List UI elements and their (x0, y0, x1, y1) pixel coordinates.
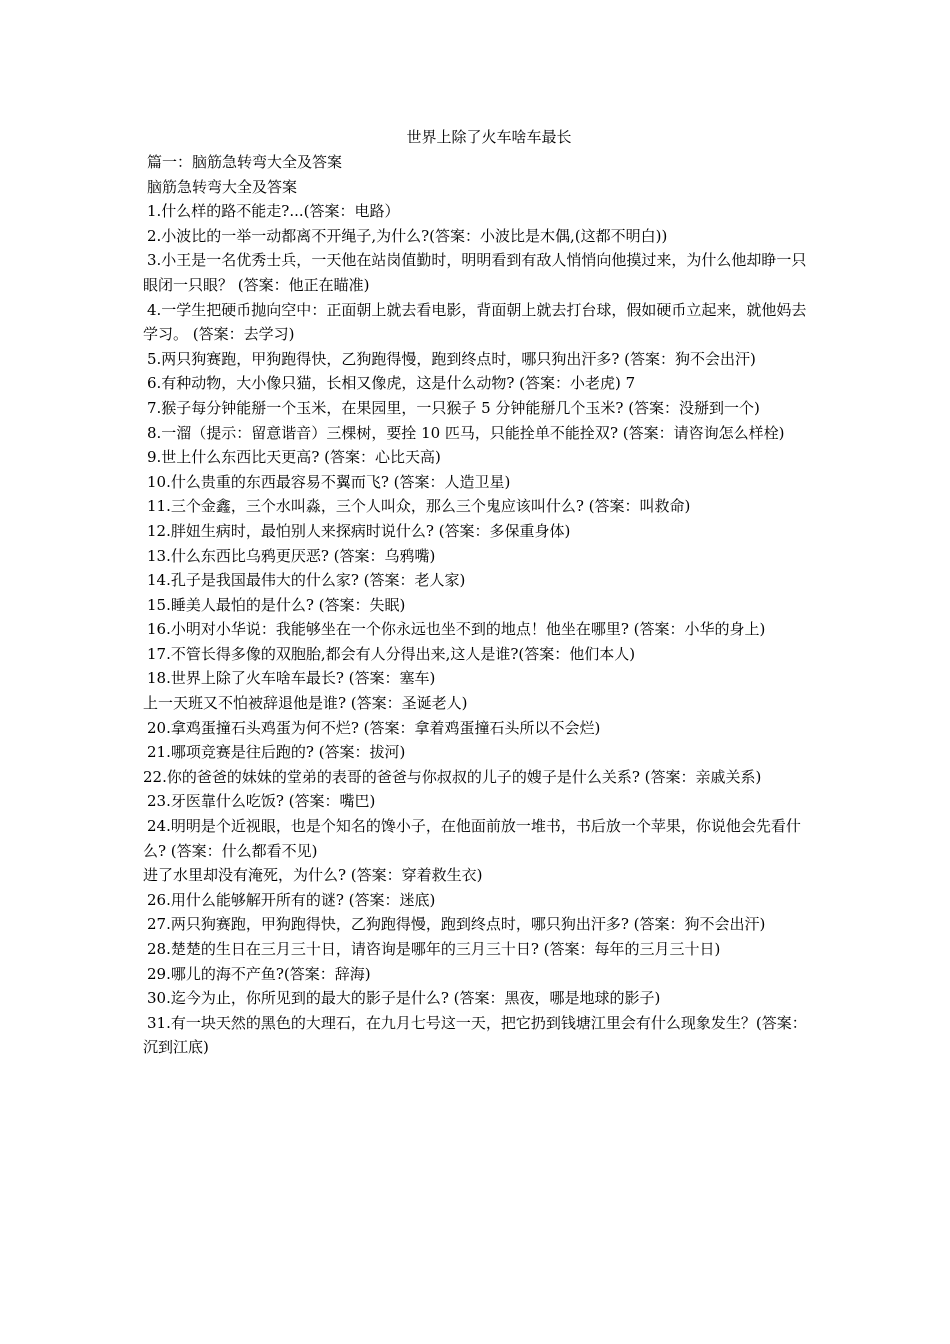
text-line: 12.胖妞生病时，最怕别人来探病时说什么? (答案：多保重身体) (147, 521, 571, 540)
text-line: 22.你的爸爸的妹妹的堂弟的表哥的爸爸与你叔叔的儿子的嫂子是什么关系? (答案：亲戚关系) (143, 767, 762, 786)
text-line: 上一天班又不怕被辞退他是谁? (答案：圣诞老人) (143, 694, 468, 713)
text-line: 6.有种动物，大小像只猫，长相又像虎，这是什么动物? (答案：小老虎) 7 (147, 374, 636, 393)
text-line: 18.世界上除了火车啥车最长? (答案：塞车) (147, 669, 436, 688)
text-line: 8.一溜（提示：留意谐音）三棵树，要拴 10 匹马，只能拴单不能拴双? (答案：请咨询怎么样栓) (147, 423, 785, 442)
text-line: 31.有一块天然的黑色的大理石，在九月七号这一天，把它扔到钱塘江里会有什么现象发生？(答案：沉到江底) (143, 1013, 807, 1057)
text-line: 30.迄今为止，你所见到的最大的影子是什么? (答案：黑夜，哪是地球的影子) (147, 989, 661, 1008)
text-line: 15.睡美人最怕的是什么? (答案：失眠) (147, 595, 406, 614)
text-line: 篇一：脑筋急转弯大全及答案 (147, 153, 343, 171)
text-line: 29.哪儿的海不产鱼?(答案：辞海) (147, 964, 371, 983)
text-line: 24.明明是个近视眼，也是个知名的馋小子，在他面前放一堆书，书后放一个苹果，你说他会先看什么? (答案：什么都看不见) (143, 817, 801, 860)
text-line: 14.孔子是我国最伟大的什么家? (答案：老人家) (147, 571, 466, 590)
text-line: 11.三个金鑫，三个水叫淼，三个人叫众，那么三个鬼应该叫什么? (答案：叫救命) (147, 497, 691, 516)
text-line: 26.用什么能够解开所有的谜? (答案：迷底) (147, 890, 436, 909)
text-line: 27.两只狗赛跑，甲狗跑得快，乙狗跑得慢，跑到终点时，哪只狗出汗多? (答案：狗不会出汗) (147, 915, 766, 934)
text-line: 10.什么贵重的东西最容易不翼而飞? (答案：人造卫星) (147, 472, 511, 491)
text-line: 21.哪项竞赛是往后跑的? (答案：拔河) (147, 743, 406, 762)
document-body (143, 150, 815, 1060)
text-line: 16.小明对小华说：我能够坐在一个你永远也坐不到的地点！他坐在哪里? (答案：小华的身上) (147, 620, 766, 639)
text-line: 7.猴子每分钟能掰一个玉米，在果园里，一只猴子 5 分钟能掰几个玉米? (答案：没掰到一个) (147, 398, 760, 417)
text-line: 23.牙医靠什么吃饭? (答案：嘴巴) (147, 792, 376, 811)
text-line: 9.世上什么东西比天更高? (答案：心比天高) (147, 448, 441, 467)
text-line: 进了水里却没有淹死，为什么? (答案：穿着救生衣) (143, 866, 483, 885)
document-page (143, 125, 815, 1060)
text-line: 脑筋急转弯大全及答案 (147, 177, 298, 196)
document-title: 世界上除了火车啥车最长 (406, 128, 572, 146)
text-line: 1.什么样的路不能走?...(答案：电路） (147, 202, 400, 221)
text-line: 2.小波比的一举一动都离不开绳子,为什么?(答案：小波比是木偶,(这都不明白)) (147, 226, 668, 245)
text-line: 20.拿鸡蛋撞石头鸡蛋为何不烂? (答案：拿着鸡蛋撞石头所以不会烂) (147, 718, 601, 737)
text-line: 13.什么东西比乌鸦更厌恶? (答案：乌鸦嘴) (147, 546, 436, 565)
text-line: 5.两只狗赛跑，甲狗跑得快，乙狗跑得慢，跑到终点时，哪只狗出汗多? (答案：狗不会出汗) (147, 349, 756, 368)
text-line: 4.一学生把硬币抛向空中：正面朝上就去看电影，背面朝上就去打台球，假如硬币立起来，就他妈去学习。 (答案：去学习) (143, 300, 807, 344)
text-line: 28.楚楚的生日在三月三十日，请咨询是哪年的三月三十日? (答案：每年的三月三十日) (147, 940, 721, 958)
text-line: 17.不管长得多像的双胞胎,都会有人分得出来,这人是谁?(答案：他们本人) (147, 644, 636, 663)
text-line: 3.小王是一名优秀士兵，一天他在站岗值勤时，明明看到有敌人悄悄向他摸过来，为什么他却睁一只眼闭一只眼？ (答案：他正在瞄准) (143, 251, 807, 294)
